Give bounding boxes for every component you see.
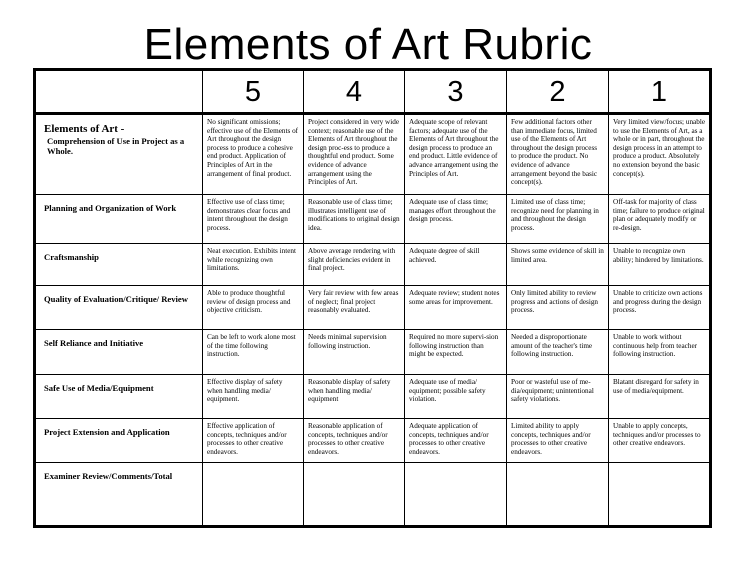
- rubric-cell: Adequate scope of relevant factors; adequate use of the Elements of Art throughout the design process to produce an end product. Little evidence of advance arrangement using the Principles of Art.: [405, 114, 507, 195]
- table-row: [35, 330, 711, 375]
- rubric-cell: Very limited view/focus; unable to use the Elements of Art, as a whole or in part, throughout the design process in an attempt to produce a product. Absolutely no extension beyond the basic concept(s).: [609, 114, 711, 195]
- score-header-3: 3: [405, 70, 507, 114]
- rubric-cell: Adequate use of media/ equipment; possible safety violation.: [405, 375, 507, 419]
- rubric-cell: Needs minimal supervision following instruction.: [304, 330, 405, 375]
- rubric-cell: Blatant disregard for safety in use of media/equipment.: [609, 375, 711, 419]
- rubric-cell: Can be left to work alone most of the time following instruction.: [203, 330, 304, 375]
- rubric-cell: Off-task for majority of class time; failure to produce original plan or adequately modify or re-design.: [609, 195, 711, 244]
- rubric-cell: Reasonable use of class time; illustrates intelligent use of modifications to original design idea.: [304, 195, 405, 244]
- criterion-label: Comprehension of Use in Project as a Whole.: [47, 136, 185, 156]
- criterion-cell: Project Extension and Application: [35, 419, 203, 463]
- rubric-cell: Adequate application of concepts, techniques and/or processes to other creative endeavors.: [405, 419, 507, 463]
- rubric-cell: Able to produce thoughtful review of design process and objective criticism.: [203, 286, 304, 330]
- rubric-cell: Reasonable display of safety when handling media/ equipment: [304, 375, 405, 419]
- rubric-cell: Unable to work without continuous help from teacher following instruction.: [609, 330, 711, 375]
- header-blank-cell: [35, 70, 203, 114]
- rubric-cell: Effective display of safety when handling media/ equipment.: [203, 375, 304, 419]
- comment-cell: [203, 463, 304, 527]
- rubric-cell: Adequate degree of skill achieved.: [405, 244, 507, 286]
- rubric-cell: No significant omissions; effective use of the Elements of Art throughout the design process to produce a cohesive end product. Application of Principles of Art in the arrangement of final product.: [203, 114, 304, 195]
- rubric-cell: Limited ability to apply concepts, techniques and/or processes to other creative endeavors.: [507, 419, 609, 463]
- score-header-row: [35, 70, 711, 114]
- rubric-cell: Only limited ability to review progress and actions of design process.: [507, 286, 609, 330]
- comment-cell: [405, 463, 507, 527]
- rubric-cell: Effective application of concepts, techniques and/or processes to other creative endeavors.: [203, 419, 304, 463]
- table-row: [35, 114, 711, 195]
- table-row: [35, 286, 711, 330]
- comment-cell: [507, 463, 609, 527]
- criterion-main-label: Elements of Art -: [44, 123, 125, 135]
- rubric-cell: Project considered in very wide context; reasonable use of the Elements of Art throughout the design proc-ess to produce a thoughtful end product. Some evidence of advance arrangement using the Principles of Art.: [304, 114, 405, 195]
- rubric-cell: Poor or wasteful use of me-dia/equipment; unintentional safety violations.: [507, 375, 609, 419]
- criterion-cell: Safe Use of Media/Equipment: [35, 375, 203, 419]
- rubric-cell: Unable to recognize own ability; hindered by limitations.: [609, 244, 711, 286]
- rubric-cell: Limited use of class time; recognize need for planning in and throughout the design process.: [507, 195, 609, 244]
- criterion-cell: [35, 114, 203, 195]
- score-header-2: 2: [507, 70, 609, 114]
- score-header-4: 4: [304, 70, 405, 114]
- rubric-cell: Unable to apply concepts, techniques and/or processes to other creative endeavors.: [609, 419, 711, 463]
- rubric-cell: Needed a disproportionate amount of the teacher's time following instruction.: [507, 330, 609, 375]
- comment-cell: [609, 463, 711, 527]
- table-row: [35, 375, 711, 419]
- criterion-cell: Planning and Organization of Work: [35, 195, 203, 244]
- criterion-cell: Craftsmanship: [35, 244, 203, 286]
- rubric-cell: Neat execution. Exhibits intent while recognizing own limitations.: [203, 244, 304, 286]
- table-row: [35, 463, 711, 527]
- rubric-cell: Very fair review with few areas of neglect; final project reasonably evaluated.: [304, 286, 405, 330]
- rubric-cell: Reasonable application of concepts, techniques and/or processes to other creative endeavors.: [304, 419, 405, 463]
- table-row: [35, 244, 711, 286]
- criterion-cell: Self Reliance and Initiative: [35, 330, 203, 375]
- page-title: Elements of Art Rubric: [143, 20, 593, 69]
- rubric-cell: Few additional factors other than immediate focus, limited use of the Elements of Art throughout the design process to produce the product. No evidence of advance arrangement beyond the basic concept(s).: [507, 114, 609, 195]
- rubric-cell: Above average rendering with slight deficiencies evident in final project.: [304, 244, 405, 286]
- score-header-1: 1: [609, 70, 711, 114]
- rubric-table: [33, 68, 712, 528]
- rubric-cell: Adequate use of class time; manages effort throughout the design process.: [405, 195, 507, 244]
- score-header-5: 5: [203, 70, 304, 114]
- rubric-cell: Unable to criticize own actions and progress during the design process.: [609, 286, 711, 330]
- comment-cell: [304, 463, 405, 527]
- table-row: [35, 419, 711, 463]
- table-row: [35, 195, 711, 244]
- criterion-cell: Quality of Evaluation/Critique/ Review: [35, 286, 203, 330]
- criterion-cell: Examiner Review/Comments/Total: [35, 463, 203, 527]
- rubric-cell: Adequate review; student notes some areas for improvement.: [405, 286, 507, 330]
- rubric-cell: Effective use of class time; demonstrates clear focus and intent throughout the design process.: [203, 195, 304, 244]
- rubric-cell: Required no more supervi-sion following instruction than might be expected.: [405, 330, 507, 375]
- rubric-cell: Shows some evidence of skill in limited area.: [507, 244, 609, 286]
